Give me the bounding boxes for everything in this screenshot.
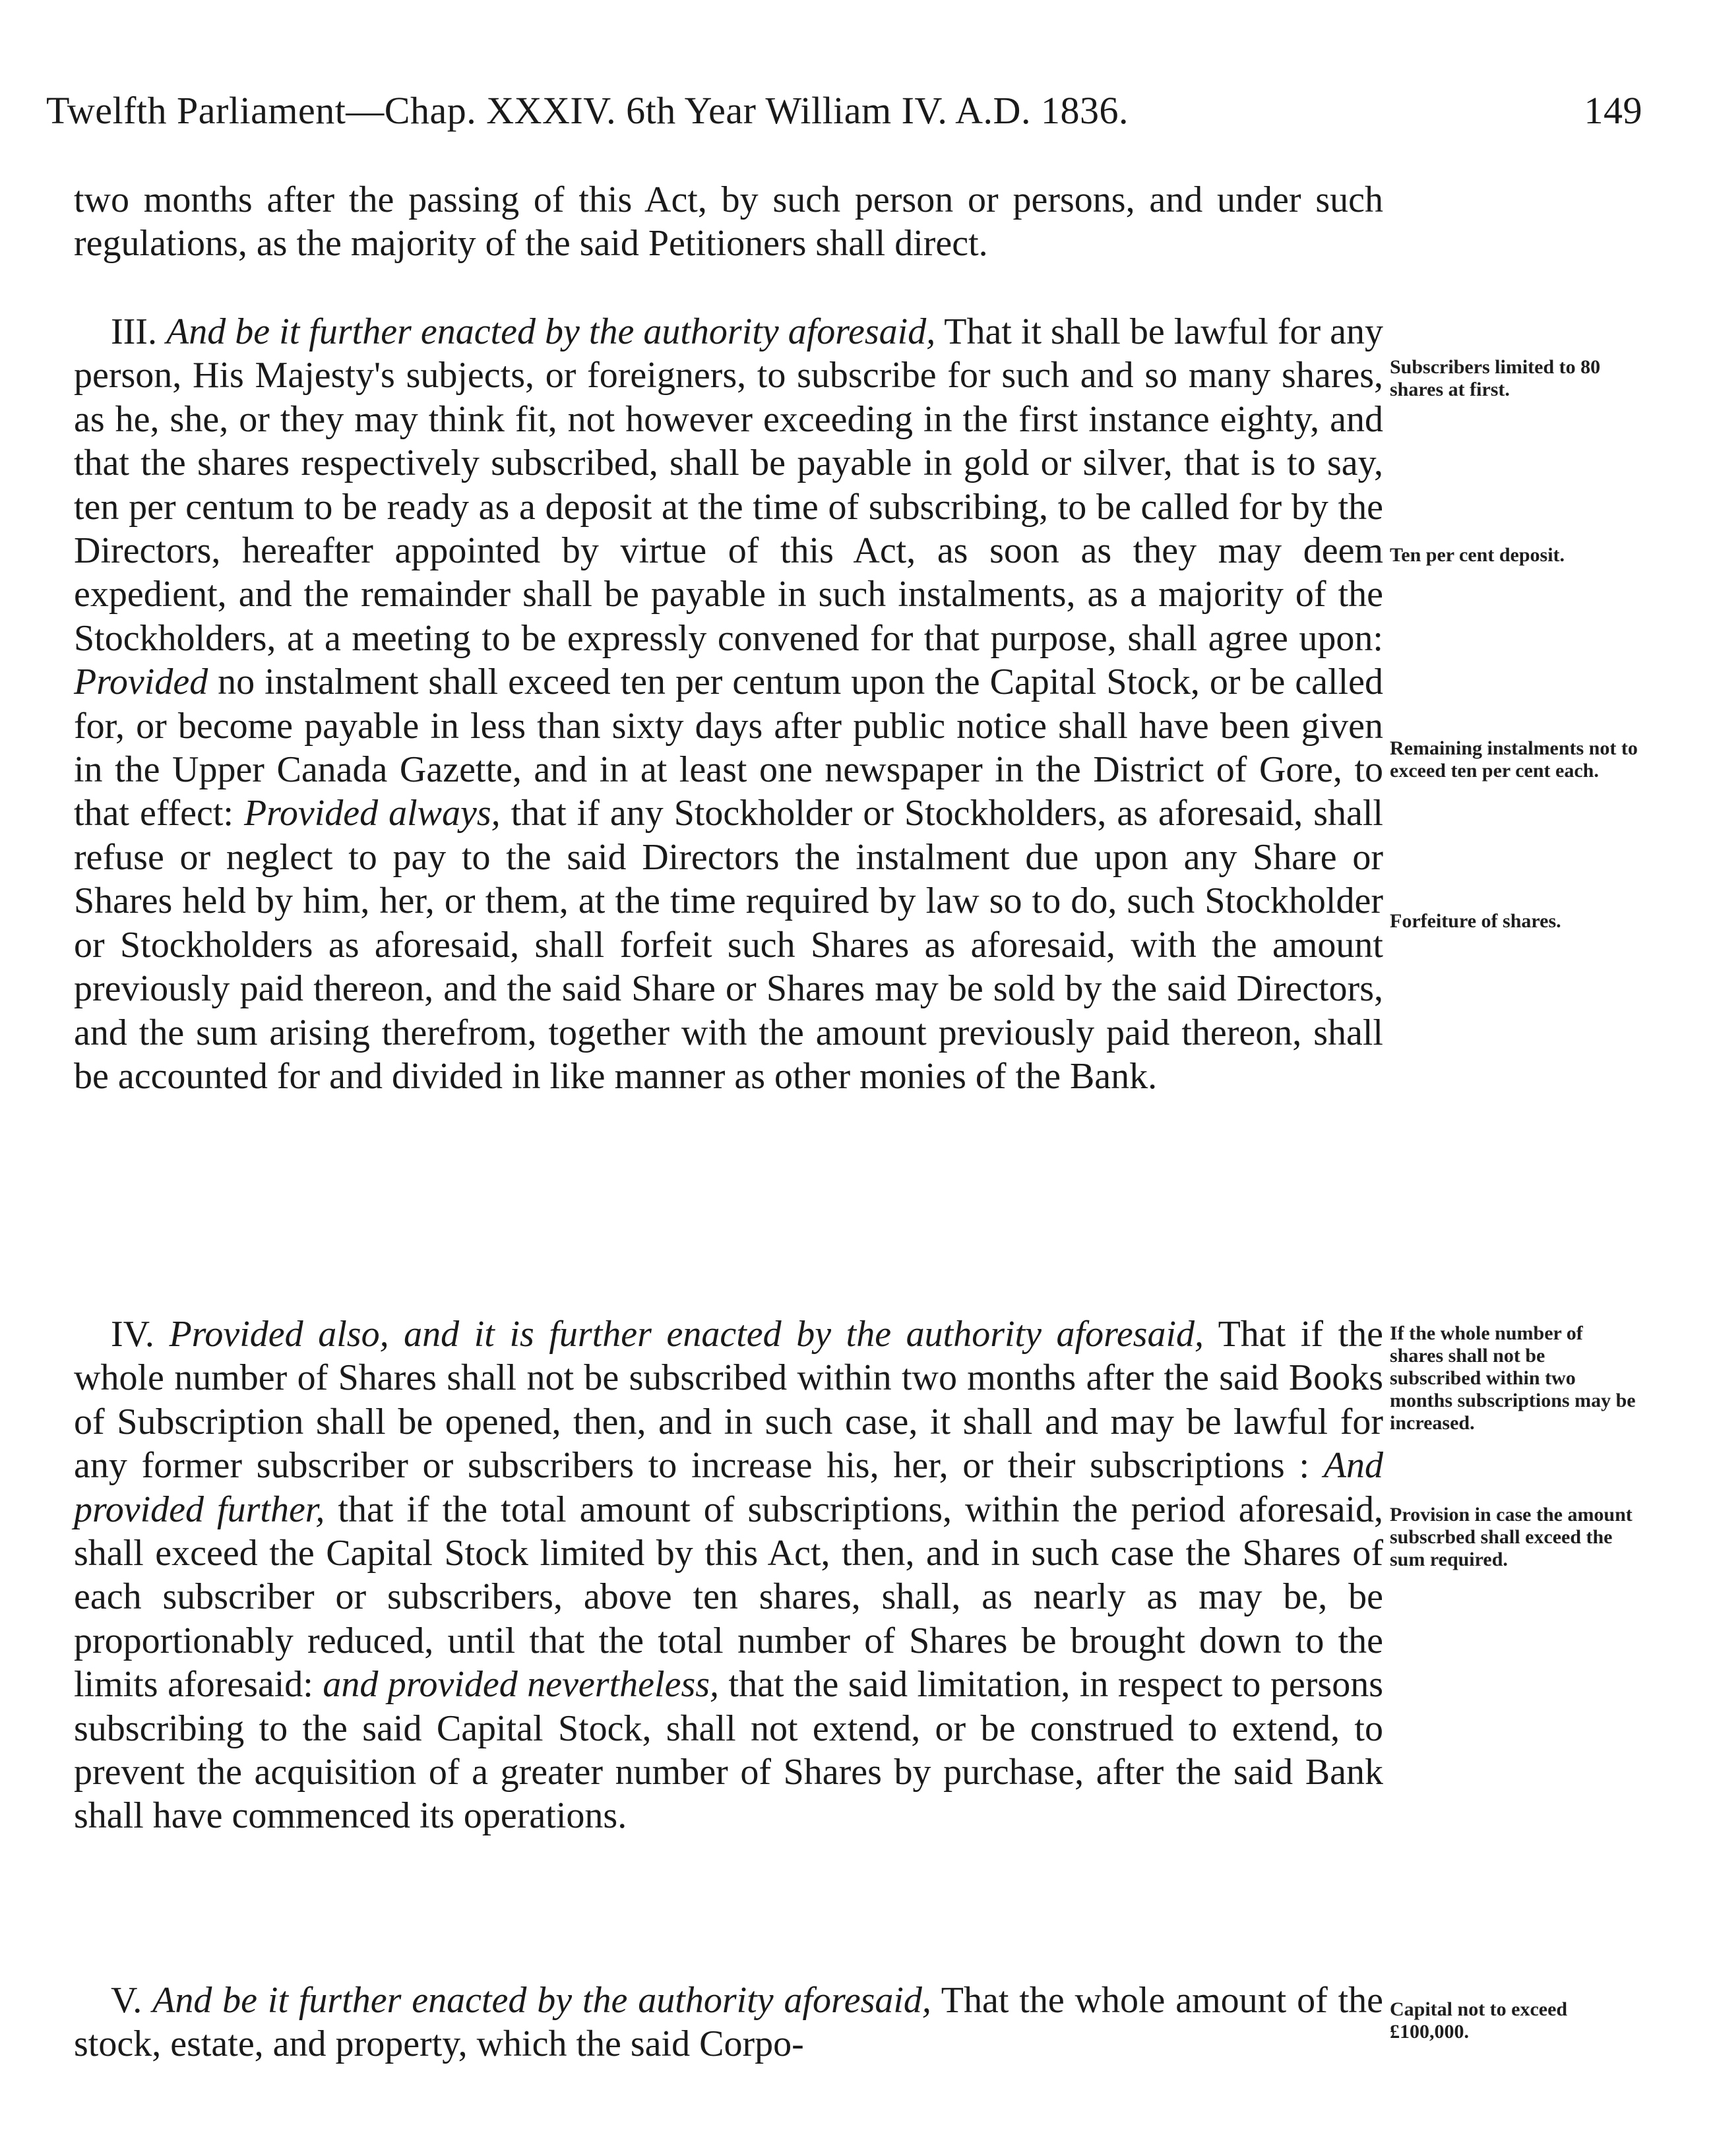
- margin-note-instalments: Remaining instalments not to exceed ten per cent each.: [1390, 737, 1638, 782]
- margin-note-subscribers-limited: Subscribers limited to 80 shares at first.: [1390, 356, 1601, 400]
- enacting-clause: Provided also, and it is further enacted by the authority aforesaid,: [169, 1314, 1204, 1355]
- running-title: Twelfth Parliament—Chap. XXXIV. 6th Year William IV. A.D. 1836.: [46, 89, 1129, 132]
- text-run: that if any Stockholder or Stockholders, as aforesaid, shall refuse or neglect to pay to the said Directors the instalment due upon any Share or Shares held by him, her, or them, at the time required by law so to do, such Stockholder or Stockholders as aforesaid, shall forfeit such Shares as aforesaid, with the amount previously paid thereon, and the said Share or Shares may be sold by the said Directors, and the sum arising therefrom, together with the amount previously paid thereon, shall be accounted for and divided in like manner as other monies of the Bank.: [74, 793, 1383, 1097]
- margin-note-excess-provision: Provision in case the amount subscrbed shall exceed the sum required.: [1390, 1504, 1633, 1570]
- text-run: That the whole amount of the stock, estate, and property, which the said Corpo-: [74, 1980, 1384, 2065]
- page-number: 149: [1584, 89, 1642, 132]
- margin-note-increase-subscriptions: If the whole number of shares shall not be subscribed within two months subscriptions may be increased.: [1390, 1322, 1636, 1434]
- section-iii: [74, 310, 1383, 1098]
- section-number: III.: [111, 311, 157, 352]
- section-number: IV.: [111, 1314, 154, 1355]
- proviso-italic: Provided always,: [243, 793, 501, 834]
- text-run: no instalment shall exceed ten per centum upon the Capital Stock, or be called for, or become payable in less than sixty days after public notice shall have been given in the Upper Canada Gazette, and in at least one newspaper in the District of Gore, to that effect:: [74, 662, 1383, 834]
- section-number: V.: [111, 1980, 142, 2021]
- enacting-clause: And be it further enacted by the authority aforesaid,: [166, 311, 936, 352]
- text-run: That it shall be lawful for any person, His Majesty's subjects, or foreigners, to subscribe for such and so many shares, as he, she, or they may think fit, not however exceeding in the first instance eighty, and that the shares respectively subscribed, shall be payable in gold or silver, that is to say, ten per centum to be ready as a deposit at the time of subscribing, to be called for by the Directors, hereafter appointed by virtue of this Act, as soon as they may deem expedient, and the remainder shall be payable in such instalments, as a majority of the Stockholders, at a meeting to be expressly convened for that purpose, shall agree upon:: [74, 311, 1384, 659]
- paragraph-continuation: [74, 178, 1383, 266]
- running-head: [46, 84, 1642, 137]
- enacting-clause: And be it further enacted by the authority aforesaid,: [152, 1980, 931, 2021]
- text-run: That if the whole number of Shares shall not be subscribed within two months after the said Books of Subscription shall be opened, then, and in such case, it shall and may be lawful for any former subscriber or subscribers to increase his, her, or their subscriptions :: [74, 1314, 1383, 1487]
- proviso-italic: and provided nevertheless,: [323, 1664, 720, 1706]
- margin-note-forfeiture: Forfeiture of shares.: [1390, 910, 1561, 932]
- proviso-italic: Provided: [74, 662, 208, 703]
- section-iv: [74, 1312, 1383, 1838]
- margin-note-deposit: Ten per cent deposit.: [1390, 544, 1565, 566]
- margin-note-capital-limit: Capital not to exceed £100,000.: [1390, 1998, 1568, 2043]
- text-run: two months after the passing of this Act, by such person or persons, and under such regulations, as the majority of the said Petitioners shall direct.: [74, 179, 1383, 264]
- text-run: that if the total amount of subscriptions, within the period aforesaid, shall exceed the Capital Stock limited by this Act, then, and in such case the Shares of each subscriber or subscribers, above ten shares, shall, as nearly as may be, be proportionably reduced, until that the total number of Shares be brought down to the limits aforesaid:: [74, 1489, 1383, 1706]
- text-run: that the said limitation, in respect to persons subscribing to the said Capital Stock, shall not extend, or be construed to extend, to prevent the acquisition of a greater number of Shares by purchase, after the said Bank shall have commenced its operations.: [74, 1664, 1384, 1837]
- section-v: [74, 1979, 1383, 2066]
- proviso-italic: And provided further,: [74, 1445, 1383, 1530]
